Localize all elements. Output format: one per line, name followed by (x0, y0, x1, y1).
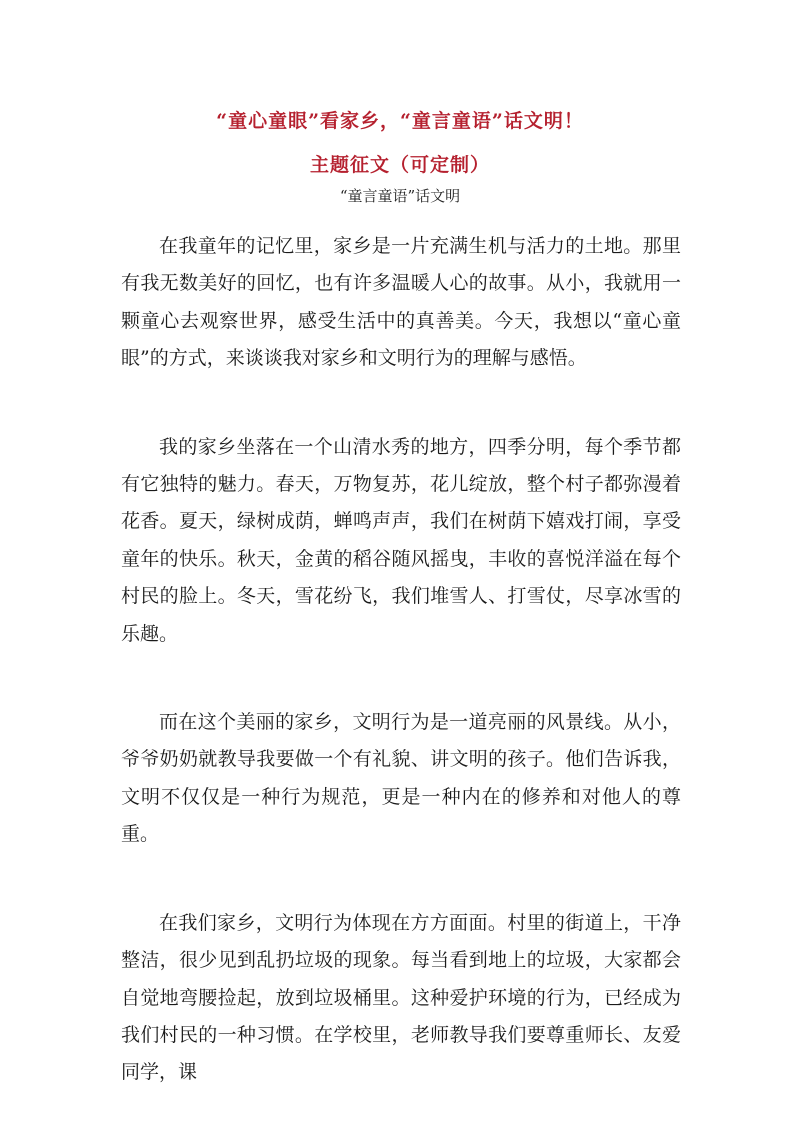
document-title-secondary: 主题征文（可定制） (309, 154, 490, 176)
paragraph: 在我童年的记忆里，家乡是一片充满生机与活力的土地。那里有我无数美好的回忆，也有许多温暖人心的故事。从小，我就用一颗童心去观察世界，感受生活中的真善美。今天，我想以“童心童眼”的方式，来谈谈我对家乡和文明行为的理解与感悟。 (121, 235, 681, 370)
document-body (121, 228, 681, 1092)
paragraph: 在我们家乡，文明行为体现在方方面面。村里的街道上，干净整洁，很少见到乱扔垃圾的现象。每当看到地上的垃圾，大家都会自觉地弯腰捡起，放到垃圾桶里。这种爱护环境的行为，已经成为我们村民的一种习惯。在学校里，老师教导我们要尊重师长、友爱同学，课 (121, 911, 681, 1084)
document-title: “童心童眼”看家乡，“童言童语”话文明！ (216, 110, 584, 132)
paragraph: 而在这个美丽的家乡，文明行为是一道亮丽的风景线。从小，爷爷奶奶就教导我要做一个有礼貌、讲文明的孩子。他们告诉我，文明不仅仅是一种行为规范，更是一种内在的修养和对他人的尊重。 (121, 711, 681, 846)
document-subtitle: “童言童语”话文明 (339, 187, 461, 205)
paragraph: 我的家乡坐落在一个山清水秀的地方，四季分明，每个季节都有它独特的魅力。春天，万物复苏，花儿绽放，整个村子都弥漫着花香。夏天，绿树成荫，蝉鸣声声，我们在树荫下嬉戏打闹，享受童年的快乐。秋天，金黄的稻谷随风摇曳，丰收的喜悦洋溢在每个村民的脸上。冬天，雪花纷飞，我们堆雪人、打雪仗，尽享冰雪的乐趣。 (121, 435, 681, 645)
